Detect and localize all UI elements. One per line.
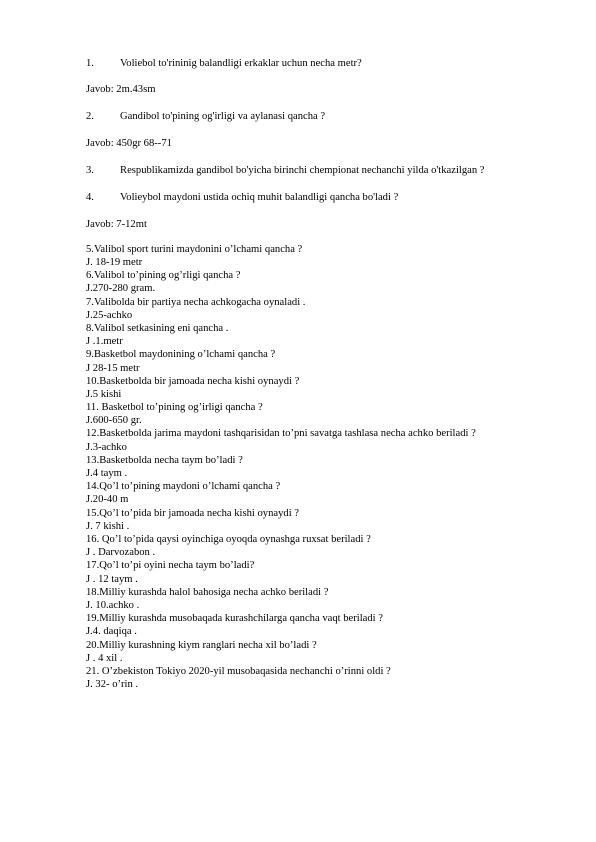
- answer-line: J 28-15 metr: [86, 363, 140, 374]
- question-text: Gandibol to'pining og'irligi va aylanasi qancha ?: [120, 111, 326, 122]
- question-line: 11. Basketbol to’pining og’irligi qancha ?: [86, 402, 263, 413]
- answer-line: J.4. daqiqa .: [86, 626, 137, 637]
- answer-line: J. 7 kishi .: [86, 521, 130, 532]
- question-line: 18.Milliy kurashda halol bahosiga necha achko beriladi ?: [86, 587, 329, 598]
- question-line: 20.Milliy kurashning kiym ranglari necha xil bo’ladi ?: [86, 640, 317, 651]
- answer-line: J . 4 xil .: [86, 653, 123, 664]
- question-line: 15.Qo’l to’pida bir jamoada necha kishi oynaydi ?: [86, 508, 299, 519]
- question-4: [86, 191, 398, 204]
- answer-line: J. 10.achko .: [86, 600, 140, 611]
- answer-line: J.3-achko: [86, 442, 127, 453]
- question-text: Voliebol to'rininig balandligi erkaklar uchun necha metr?: [120, 58, 362, 69]
- question-line: 13.Basketbolda necha taym bo’ladi ?: [86, 455, 243, 466]
- answer-line: J . 12 taym .: [86, 574, 138, 585]
- question-text: Volieybol maydoni ustida ochiq muhit balandligi qancha bo'ladi ?: [120, 192, 399, 203]
- question-line: 14.Qo’l to’pining maydoni o’lchami qancha ?: [86, 481, 281, 492]
- answer-line: J.25-achko: [86, 310, 133, 321]
- question-line: 17.Qo’l to’pi oyini necha taym bo’ladi?: [86, 560, 255, 571]
- question-number: 3.: [86, 165, 94, 176]
- answer-line: J.600-650 gr.: [86, 415, 142, 426]
- answer-line: J.270-280 gram.: [86, 283, 156, 294]
- question-line: 10.Basketbolda bir jamoada necha kishi oynaydi ?: [86, 376, 300, 387]
- answer-line: J.5 kishi: [86, 389, 122, 400]
- question-line: 19.Milliy kurashda musobaqada kurashchilarga qancha vaqt beriladi ?: [86, 613, 383, 624]
- answer-line: J . Darvozabon .: [86, 547, 156, 558]
- answer-line: J.20-40 m: [86, 494, 129, 505]
- question-line: 6.Valibol to’pining og’rligi qancha ?: [86, 270, 241, 281]
- question-text: Respublikamizda gandibol bo'yicha birinchi chempionat nechanchi yilda o'tkazilgan ?: [120, 165, 485, 176]
- answer-2: Javob: 450gr 68--71: [86, 138, 172, 149]
- answer-1: Javob: 2m.43sm: [86, 84, 156, 95]
- question-number: 1.: [86, 58, 94, 69]
- question-line: 9.Basketbol maydonining o’lchami qancha ?: [86, 349, 276, 360]
- question-3: [86, 164, 484, 177]
- answer-line: J. 18-19 metr: [86, 257, 143, 268]
- answer-line: J. 32- o’rin .: [86, 679, 139, 690]
- answer-4: Javob: 7-12mt: [86, 219, 147, 230]
- question-line: 21. O’zbekiston Tokiyo 2020-yil musobaqasida nechanchi o’rinni oldi ?: [86, 666, 391, 677]
- question-line: 12.Basketbolda jarima maydoni tashqarisidan to’pni savatga tashlasa necha achko beriladi ?: [86, 428, 476, 439]
- question-number: 4.: [86, 192, 94, 203]
- answer-line: J.4 taym .: [86, 468, 128, 479]
- question-line: 7.Valibolda bir partiya necha achkogacha oynaladi .: [86, 297, 306, 308]
- question-2: [86, 110, 325, 123]
- question-line: 5.Valibol sport turini maydonini o’lchami qancha ?: [86, 244, 303, 255]
- question-1: [86, 57, 362, 70]
- question-line: 8.Valibol setkasining eni qancha .: [86, 323, 229, 334]
- answer-line: J .1.metr: [86, 336, 123, 347]
- question-number: 2.: [86, 111, 94, 122]
- question-line: 16. Qo’l to’pida qaysi oyinchiga oyoqda oynashga ruxsat beriladi ?: [86, 534, 371, 545]
